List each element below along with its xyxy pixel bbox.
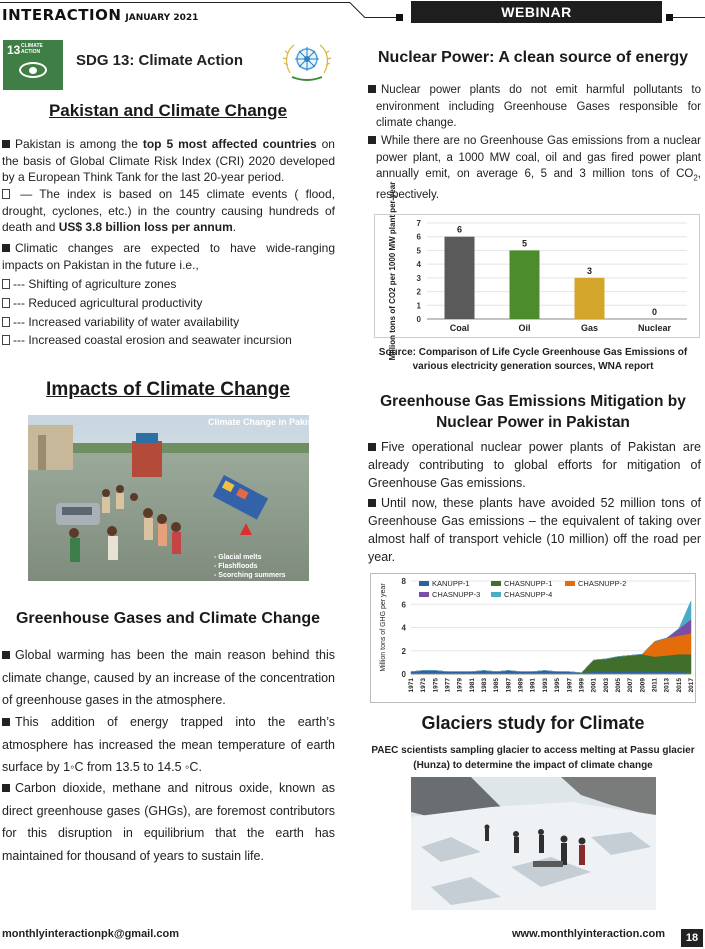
- legend-label: CHASNUPP-1: [504, 579, 553, 588]
- y-axis-label: Million tons of GHG per year: [380, 583, 387, 672]
- checkbox-glyph-icon: [2, 298, 10, 308]
- x-tick-label: 1995: [554, 678, 562, 693]
- x-tick-label: 2013: [663, 678, 671, 693]
- x-tick-label: 1983: [481, 678, 488, 693]
- x-tick-label: 1993: [541, 678, 549, 693]
- bullet-square-icon: [2, 140, 10, 148]
- paragraph-energy-trapped: This addition of energy trapped into the earth’s atmosphere has increased the mean temperature of earth surface by 1◦C from 13.5 to 14.5 ◦C.: [2, 715, 335, 774]
- legend-label: CHASNUPP-3: [432, 590, 481, 599]
- x-tick-label: 1981: [468, 678, 476, 693]
- y-tick-label: 0: [401, 670, 406, 679]
- photo-caption-item: - Scorching summers: [214, 572, 286, 579]
- y-tick-label: 6: [401, 600, 406, 610]
- checkbox-glyph-icon: [2, 279, 10, 289]
- x-tick-label: 1999: [578, 678, 586, 693]
- eye-globe-icon: [19, 62, 47, 78]
- header-square-left: [396, 14, 403, 21]
- paragraph-operational-plants: Five operational nuclear power plants of Pakistan are already contributing to global efforts for mitigation of Greenhouse Gas emissions.: [368, 440, 701, 490]
- x-tick-label: Coal: [449, 323, 470, 333]
- mitigation-heading: Greenhouse Gas Emissions Mitigation by Nuclear Power in Pakistan: [380, 393, 686, 431]
- bar: [510, 250, 540, 319]
- header-rule-right: [365, 17, 400, 18]
- impacts-heading: Impacts of Climate Change: [46, 379, 290, 400]
- sdg-small-label: CLIMATE ACTION: [21, 43, 43, 55]
- list-item: --- Increased variability of water availability: [2, 314, 239, 330]
- bar: [575, 278, 605, 319]
- x-tick-label: 2015: [675, 678, 683, 693]
- paragraph-direct-ghg: Carbon dioxide, methane and nitrous oxide, known as direct greenhouse gases (GHGs), are foremost contributors for this disruption in equilibrium that the earth has maintained for thousand of years to sustain life.: [2, 781, 335, 863]
- legend-swatch: [491, 592, 501, 597]
- glacier-photo: [411, 777, 656, 910]
- masthead: INTERACTION JANUARY 2021: [2, 6, 199, 24]
- bar-chart-source-caption: Source: Comparison of Life Cycle Greenhouse Gas Emissions of various electricity generation sources, WNA report: [378, 347, 688, 372]
- y-tick-label: 4: [401, 623, 406, 633]
- sdg-13-logo: [3, 40, 63, 90]
- paragraph-impacts: Climatic changes are expected to have wide-ranging impacts on Pakistan in the future i.e.,: [2, 241, 335, 272]
- y-tick-label: 0: [416, 315, 421, 324]
- x-tick-label: 1977: [444, 678, 452, 693]
- y-tick-label: 8: [401, 577, 406, 586]
- x-tick-label: 2017: [688, 678, 695, 693]
- glacier-photo-caption: PAEC scientists sampling glacier to access melting at Passu glacier (Hunza) to determine the impact of climate change: [371, 745, 695, 771]
- legend-swatch: [491, 581, 501, 586]
- list-item: --- Shifting of agriculture zones: [2, 276, 176, 292]
- header-rule-slant: [349, 2, 365, 18]
- y-tick-label: 1: [416, 301, 421, 311]
- page-number: 18: [681, 929, 703, 947]
- x-tick-label: Oil: [518, 323, 531, 333]
- x-tick-label: 1989: [517, 678, 525, 693]
- y-tick-label: 4: [416, 260, 421, 270]
- footer-email: monthlyinteractionpk@gmail.com: [2, 928, 179, 940]
- bar-data-label: 0: [651, 307, 658, 317]
- webinar-banner: WEBINAR: [411, 1, 662, 23]
- y-tick-label: 6: [416, 232, 421, 242]
- legend-label: CHASNUPP-4: [504, 590, 553, 599]
- nuclear-power-heading: Nuclear Power: A clean source of energy: [377, 49, 689, 66]
- x-tick-label: 1991: [529, 678, 537, 693]
- x-tick-label: 2009: [639, 678, 647, 693]
- bullet-square-icon: [368, 499, 376, 507]
- glaciers-heading: Glaciers study for Climate: [421, 713, 645, 733]
- x-tick-label: 1987: [505, 678, 513, 693]
- x-tick-label: 2005: [615, 678, 622, 693]
- paragraph-risk-index: Pakistan is among the top 5 most affected countries on the basis of Global Climate Risk Index (CRI) 2020 developed by a European Think Tank for the last 20-year period.: [2, 137, 335, 184]
- header-rule: [0, 2, 350, 3]
- y-tick-label: 3: [416, 273, 421, 283]
- legend-label: CHASNUPP-2: [578, 579, 627, 588]
- checkbox-glyph-icon: [2, 189, 10, 199]
- legend-swatch: [565, 581, 575, 586]
- paragraph-global-warming: Global warming has been the main reason behind this climate change, caused by an increase of the concentration of greenhouse gases in the atmosphere.: [2, 648, 335, 707]
- paragraph-emissions-comparison: While there are no Greenhouse Gas emissions from a nuclear power plant, a 1000 MW coal, oil and gas fired power plant annually emit, on average 6, 5 and 3 million tons of $CO_2$, respectively.: [368, 133, 701, 203]
- paragraph-avoided-emissions: Until now, these plants have avoided 52 million tons of Greenhouse Gas emissions – the equivalent of taking over almost half of transport vehicle (10 million) off the road per year.: [368, 496, 701, 564]
- x-tick-label: 1975: [432, 678, 440, 693]
- issue-date: JANUARY 2021: [125, 13, 199, 23]
- page-header: [0, 0, 705, 28]
- pakistan-emblem-logo: [280, 39, 334, 83]
- x-tick-label: 1985: [493, 678, 501, 693]
- checkbox-glyph-icon: [2, 317, 10, 327]
- bullet-square-icon: [2, 651, 10, 659]
- bullet-square-icon: [368, 136, 376, 144]
- checkbox-glyph-icon: [2, 335, 10, 345]
- header-rule-end: [672, 17, 705, 18]
- x-tick-label: 1997: [566, 678, 574, 693]
- pakistan-climate-heading: Pakistan and Climate Change: [48, 101, 288, 120]
- sdg-title: SDG 13: Climate Action: [76, 52, 243, 69]
- x-tick-label: 2007: [627, 678, 635, 693]
- paragraph-index-events: — The index is based on 145 climate events ( flood, drought, cyclones, etc.) in the country causing hundreds of death and US$ 3.8 billion loss per annum.: [2, 187, 335, 234]
- area-chart-svg: [371, 574, 695, 702]
- photo-caption-title: Climate Change in Pakistan: [208, 417, 327, 427]
- x-tick-label: 2001: [590, 678, 598, 693]
- photo-caption-item: - Flashfloods: [214, 563, 258, 570]
- bullet-square-icon: [2, 784, 10, 792]
- list-item: --- Reduced agricultural productivity: [2, 295, 202, 311]
- x-tick-label: 1979: [456, 678, 464, 693]
- y-tick-label: 2: [416, 287, 421, 297]
- bullet-square-icon: [368, 85, 376, 93]
- area-series: [411, 654, 691, 673]
- bullet-square-icon: [2, 244, 10, 252]
- ghg-heading: Greenhouse Gases and Climate Change: [15, 610, 321, 627]
- x-tick-label: 2011: [651, 678, 659, 693]
- legend-label: KANUPP-1: [432, 579, 470, 588]
- bar-data-label: 6: [456, 224, 463, 235]
- x-tick-label: 2003: [602, 678, 610, 693]
- bar-data-label: 3: [586, 265, 593, 276]
- bullet-square-icon: [368, 443, 376, 451]
- bar-data-label: 5: [521, 238, 528, 249]
- y-tick-label: 2: [401, 646, 406, 656]
- legend-swatch: [419, 581, 429, 586]
- sdg-number: 13: [7, 43, 21, 57]
- y-tick-label: 5: [416, 246, 421, 256]
- bullet-square-icon: [2, 718, 10, 726]
- paragraph-no-pollutants: Nuclear power plants do not emit harmful pollutants to environment including Greenhouse Gases responsible for climate change.: [368, 82, 701, 132]
- photo-caption-item: - Glacial melts: [214, 554, 262, 561]
- flood-photo: [28, 415, 327, 581]
- ghg-avoided-area-chart: [370, 573, 696, 703]
- y-axis-label: Million tons of CO2 per 1000 MW plant per year: [388, 181, 397, 361]
- x-tick-label: Gas: [580, 323, 599, 333]
- x-tick-label: 1973: [420, 678, 428, 693]
- footer-website: www.monthlyinteraction.com: [512, 928, 665, 940]
- x-tick-label: Nuclear: [637, 323, 672, 333]
- bar: [445, 237, 475, 319]
- legend-swatch: [419, 592, 429, 597]
- list-item: --- Increased coastal erosion and seawater incursion: [2, 332, 292, 348]
- y-tick-label: 7: [416, 219, 421, 228]
- x-tick-label: 1971: [408, 678, 415, 693]
